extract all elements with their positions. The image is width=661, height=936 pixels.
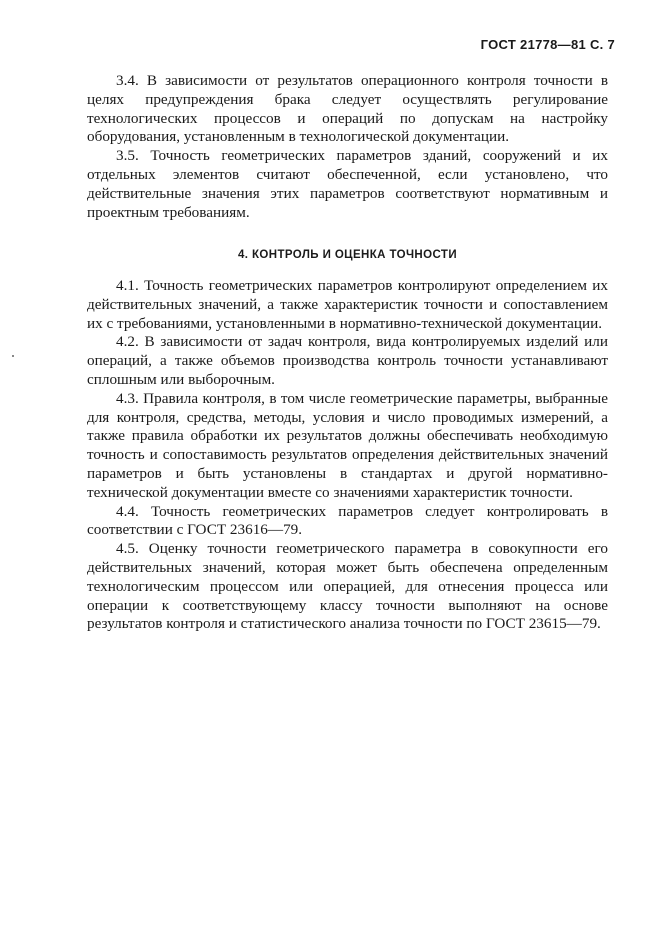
scan-speck: [12, 355, 14, 357]
paragraph-3-4: 3.4. В зависимости от результатов операционного контроля точности в целях предупреждения брака следует осуществлять регулирование технологических процессов и операций по допускам на настройку оборудования, установленным в технологической документации.: [87, 72, 608, 146]
paragraph-3-5: 3.5. Точность геометрических параметров зданий, сооружений и их отдельных элементов считают обеспеченной, если установлено, что действительные значения этих параметров соответствуют нормативным и проектным требованиям.: [87, 147, 608, 221]
section-4-heading: 4. КОНТРОЛЬ И ОЦЕНКА ТОЧНОСТИ: [237, 249, 457, 261]
paragraph-4-5: 4.5. Оценку точности геометрического параметра в совокупности его действительных значений, которая может быть обеспечена определенным технологическим процессом или операцией, для отнесения процесса или операции к соответствующему классу точности выполняют на основе результатов контроля и статистического анализа точности по ГОСТ 23615—79.: [87, 540, 608, 633]
paragraph-4-4: 4.4. Точность геометрических параметров следует контролировать в соответствии с ГОСТ 23616—79.: [87, 502, 608, 539]
section-4-body: [87, 277, 608, 634]
paragraph-4-2: 4.2. В зависимости от задач контроля, вида контролируемых изделий или операций, а также объемов производства контроль точности устанавливают сплошным или выборочным.: [87, 333, 608, 388]
running-head: ГОСТ 21778—81 С. 7: [480, 37, 615, 52]
section-3-continued: [87, 72, 608, 222]
paragraph-4-3: 4.3. Правила контроля, в том числе геометрические параметры, выбранные для контроля, средства, методы, условия и число проводимых измерений, а также правила обработки их результатов должны обеспечивать необходимую точность и сопоставимость результатов определения действительных значений параметров и быть установлены в стандартах и другой нормативно-технической документации вместе со значениями характеристик точности.: [87, 389, 608, 501]
paragraph-4-1: 4.1. Точность геометрических параметров контролируют определением их действительных значений, а также характеристик точности и сопоставлением их с требованиями, установленными в нормативно-технической документации.: [87, 277, 608, 332]
